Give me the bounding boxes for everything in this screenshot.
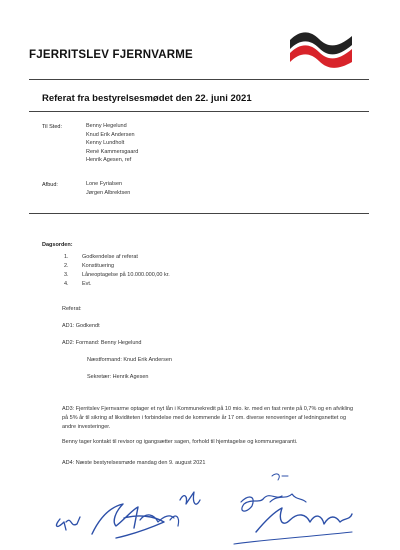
present-label: Til Sted:	[42, 124, 62, 130]
agenda-label: Dagsorden:	[42, 242, 73, 248]
absentee: Lone Fyrialsen	[86, 181, 123, 187]
absent-label: Afbud:	[42, 182, 58, 188]
absent-list	[86, 180, 130, 197]
agenda-item: 4. Evt.	[64, 281, 92, 287]
attendee: René Kammersgaard	[86, 148, 139, 155]
minutes-ad4: AD4: Næste bestyrelsesmøde mandag den 9. august 2021	[62, 460, 206, 466]
agenda-item: 3. Låneoptagelse på 10.000.000,00 kr.	[64, 272, 170, 278]
agenda-list	[64, 253, 170, 289]
minutes-label: Referat:	[62, 306, 82, 312]
minutes-secretary: Sekretær: Henrik Agesen	[87, 374, 149, 380]
absentee: Jørgen Albrektsen	[86, 189, 131, 196]
attendee: Henrik Agesen, ref	[86, 157, 132, 164]
attendee: Kenny Lundholt	[86, 140, 125, 147]
minutes-ad2: AD2: Formand: Benny Hegelund	[62, 340, 142, 346]
fjernvarme-logo-icon	[286, 26, 358, 68]
handwritten-signatures-icon	[20, 462, 360, 548]
minutes-ad3: AD3: Fjerritslev Fjernvarme optager et nyt lån i Kommunekredit på 10 mio. kr. med en fast rente på 0,7% og en afvikling på 5% år til sikring af likviditeten i forbindelse med de kommende år 17 om. diverse renoveringer af ledningsnettet og andre investeringer.	[62, 406, 354, 430]
meeting-title: Referat fra bestyrelsesmødet den 22. juni 2021	[42, 93, 252, 104]
agenda-item: 1. Godkendelse af referat	[64, 254, 138, 260]
title-divider	[29, 111, 369, 112]
header-divider	[29, 79, 369, 80]
organization-name: FJERRITSLEV FJERNVARME	[29, 49, 193, 61]
section-divider	[29, 213, 369, 214]
minutes-vice-chair: Næstformand: Knud Erik Andersen	[87, 357, 172, 363]
agenda-item: 2. Konstituering	[64, 263, 115, 269]
minutes-ad1: AD1: Godkendt	[62, 323, 100, 329]
attendee: Benny Hegelund	[86, 123, 127, 129]
present-list	[86, 122, 138, 165]
minutes-ad3-note: Benny tager kontakt til revisor og igangsætter sagen, forhold til hjemtagelse og kommunegaranti.	[62, 439, 298, 445]
attendee: Knud Erik Andersen	[86, 131, 135, 138]
